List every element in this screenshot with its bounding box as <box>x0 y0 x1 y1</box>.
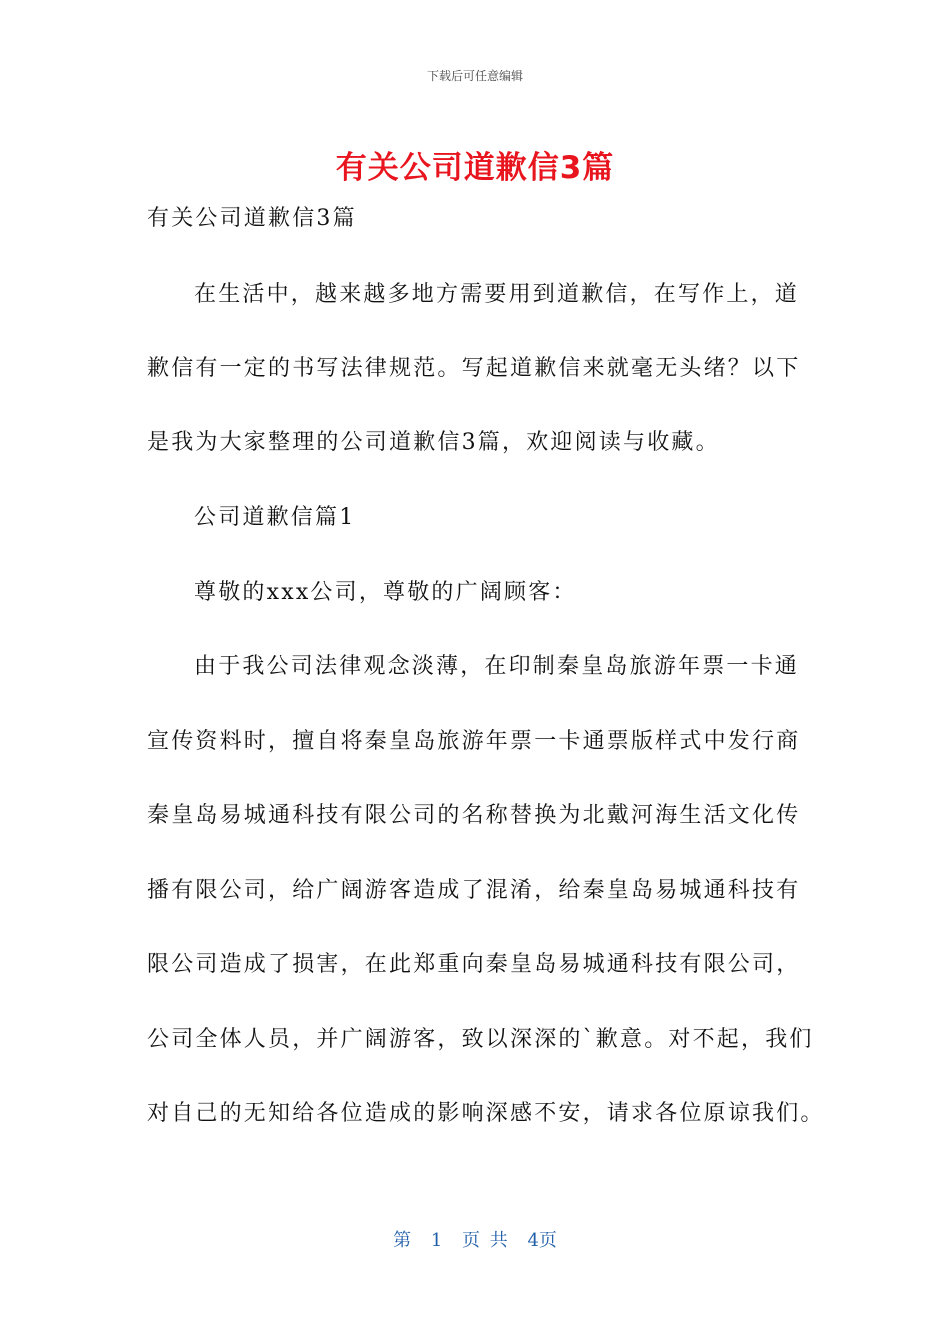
paragraph-line: 公司全体人员，并广阔游客，致以深深的`歉意。对不起，我们 <box>147 1027 814 1052</box>
paragraph-line: 限公司造成了损害，在此郑重向秦皇岛易城通科技有限公司， <box>147 952 801 977</box>
paragraph-line: 在生活中，越来越多地方需要用到道歉信，在写作上，道 <box>194 282 800 307</box>
paragraph-line: 秦皇岛易城通科技有限公司的名称替换为北戴河海生活文化传 <box>147 803 801 828</box>
footer-page-number: 1 <box>430 1230 443 1251</box>
salutation-line: 尊敬的xxx公司，尊敬的广阔顾客： <box>194 580 577 605</box>
paragraph-line: 是我为大家整理的公司道歉信3篇，欢迎阅读与收藏。 <box>147 430 720 455</box>
section-heading: 公司道歉信篇1 <box>194 505 356 530</box>
paragraph-line: 播有限公司，给广阔游客造成了混淆，给秦皇岛易城通科技有 <box>147 878 801 903</box>
footer-total-pages: 4页 <box>527 1230 557 1251</box>
paragraph-line: 由于我公司法律观念淡薄，在印制秦皇岛旅游年票一卡通 <box>194 654 800 679</box>
footer-middle: 页 共 <box>462 1230 508 1251</box>
paragraph-line: 对自己的无知给各位造成的影响深感不安，请求各位原谅我们。 <box>147 1101 825 1126</box>
paragraph-line: 宣传资料时，擅自将秦皇岛旅游年票一卡通票版样式中发行商 <box>147 729 801 754</box>
header-note: 下载后可任意编辑 <box>426 69 523 83</box>
paragraph-line: 歉信有一定的书写法律规范。写起道歉信来就毫无头绪？以下 <box>147 356 801 381</box>
page-footer <box>0 1226 950 1252</box>
subtitle-line: 有关公司道歉信3篇 <box>147 206 357 231</box>
document-title: 有关公司道歉信3篇 <box>335 150 615 186</box>
footer-prefix: 第 <box>393 1230 412 1251</box>
